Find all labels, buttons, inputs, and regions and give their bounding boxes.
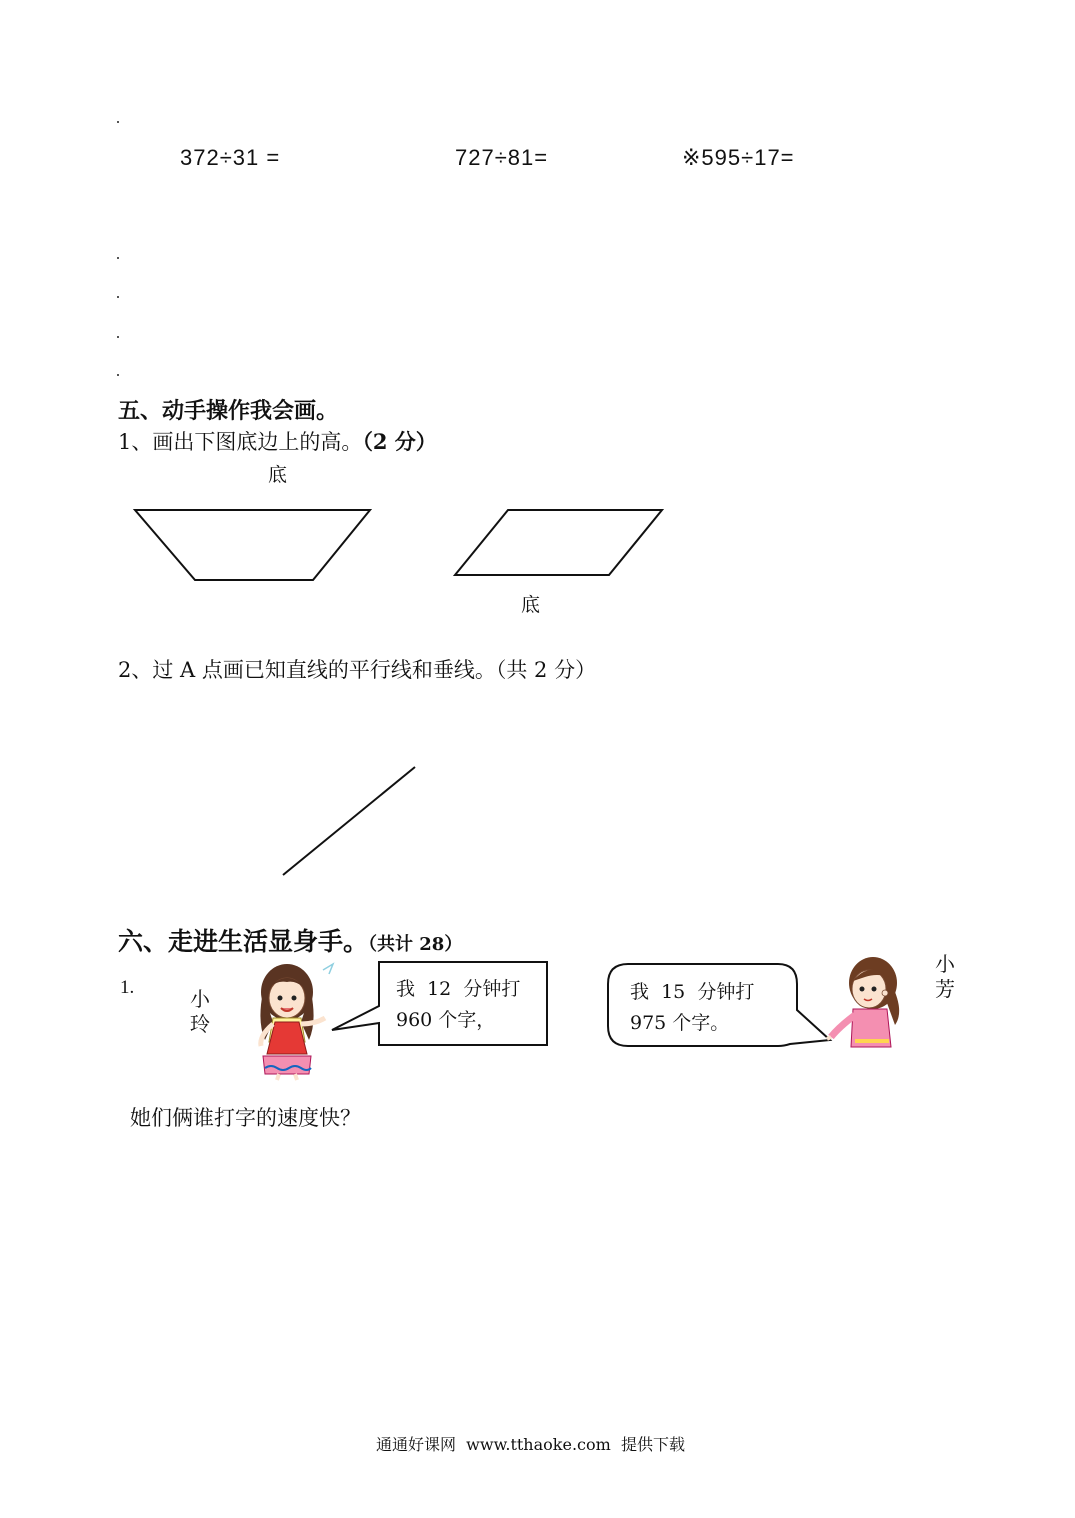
section-6-score: （共计 28） <box>368 934 463 955</box>
section-6-title-text: 六、走进生活显身手。 <box>118 927 369 956</box>
speech-bubble-right-line1: 我 15 分钟打 <box>630 981 755 1003</box>
question-5-1-score: （2 分） <box>362 429 437 454</box>
name-xiaofang-2: 芳 <box>935 977 955 1001</box>
name-xiaoling-1: 小 <box>190 987 210 1011</box>
speech-bubble-left-line1: 我 12 分钟打 <box>396 978 521 1000</box>
calculation-2: 727÷81= <box>455 145 549 170</box>
question-5-2: 2、过 A 点画已知直线的平行线和垂线。（共 2 分） <box>118 658 597 682</box>
name-xiaoling-2: 玲 <box>190 1012 210 1036</box>
girl-xiaofang-illustration <box>825 955 910 1055</box>
question-6-1: 她们俩谁打字的速度快？ <box>130 1106 361 1130</box>
speech-bubble-left-line2: 960 个字， <box>396 1009 496 1031</box>
section-5-title: 五、动手操作我会画。 <box>118 398 339 424</box>
speech-bubble-right <box>630 977 790 1039</box>
calculation-3: ※595÷17= <box>682 145 795 170</box>
question-5-1-text: 1、画出下图底边上的高。 <box>118 430 363 454</box>
footer-text: 通通好课网 www.tthaoke.com 提供下载 <box>376 1435 685 1454</box>
name-xiaofang-1: 小 <box>935 952 955 976</box>
trapezoid-base-label: 底 <box>268 464 288 486</box>
calculation-1: 372÷31 = <box>180 145 281 170</box>
speech-bubble-right-line2: 975 个字。 <box>630 1012 730 1034</box>
parallelogram-base-label: 底 <box>521 594 541 616</box>
question-6-1-number: 1. <box>120 977 135 998</box>
